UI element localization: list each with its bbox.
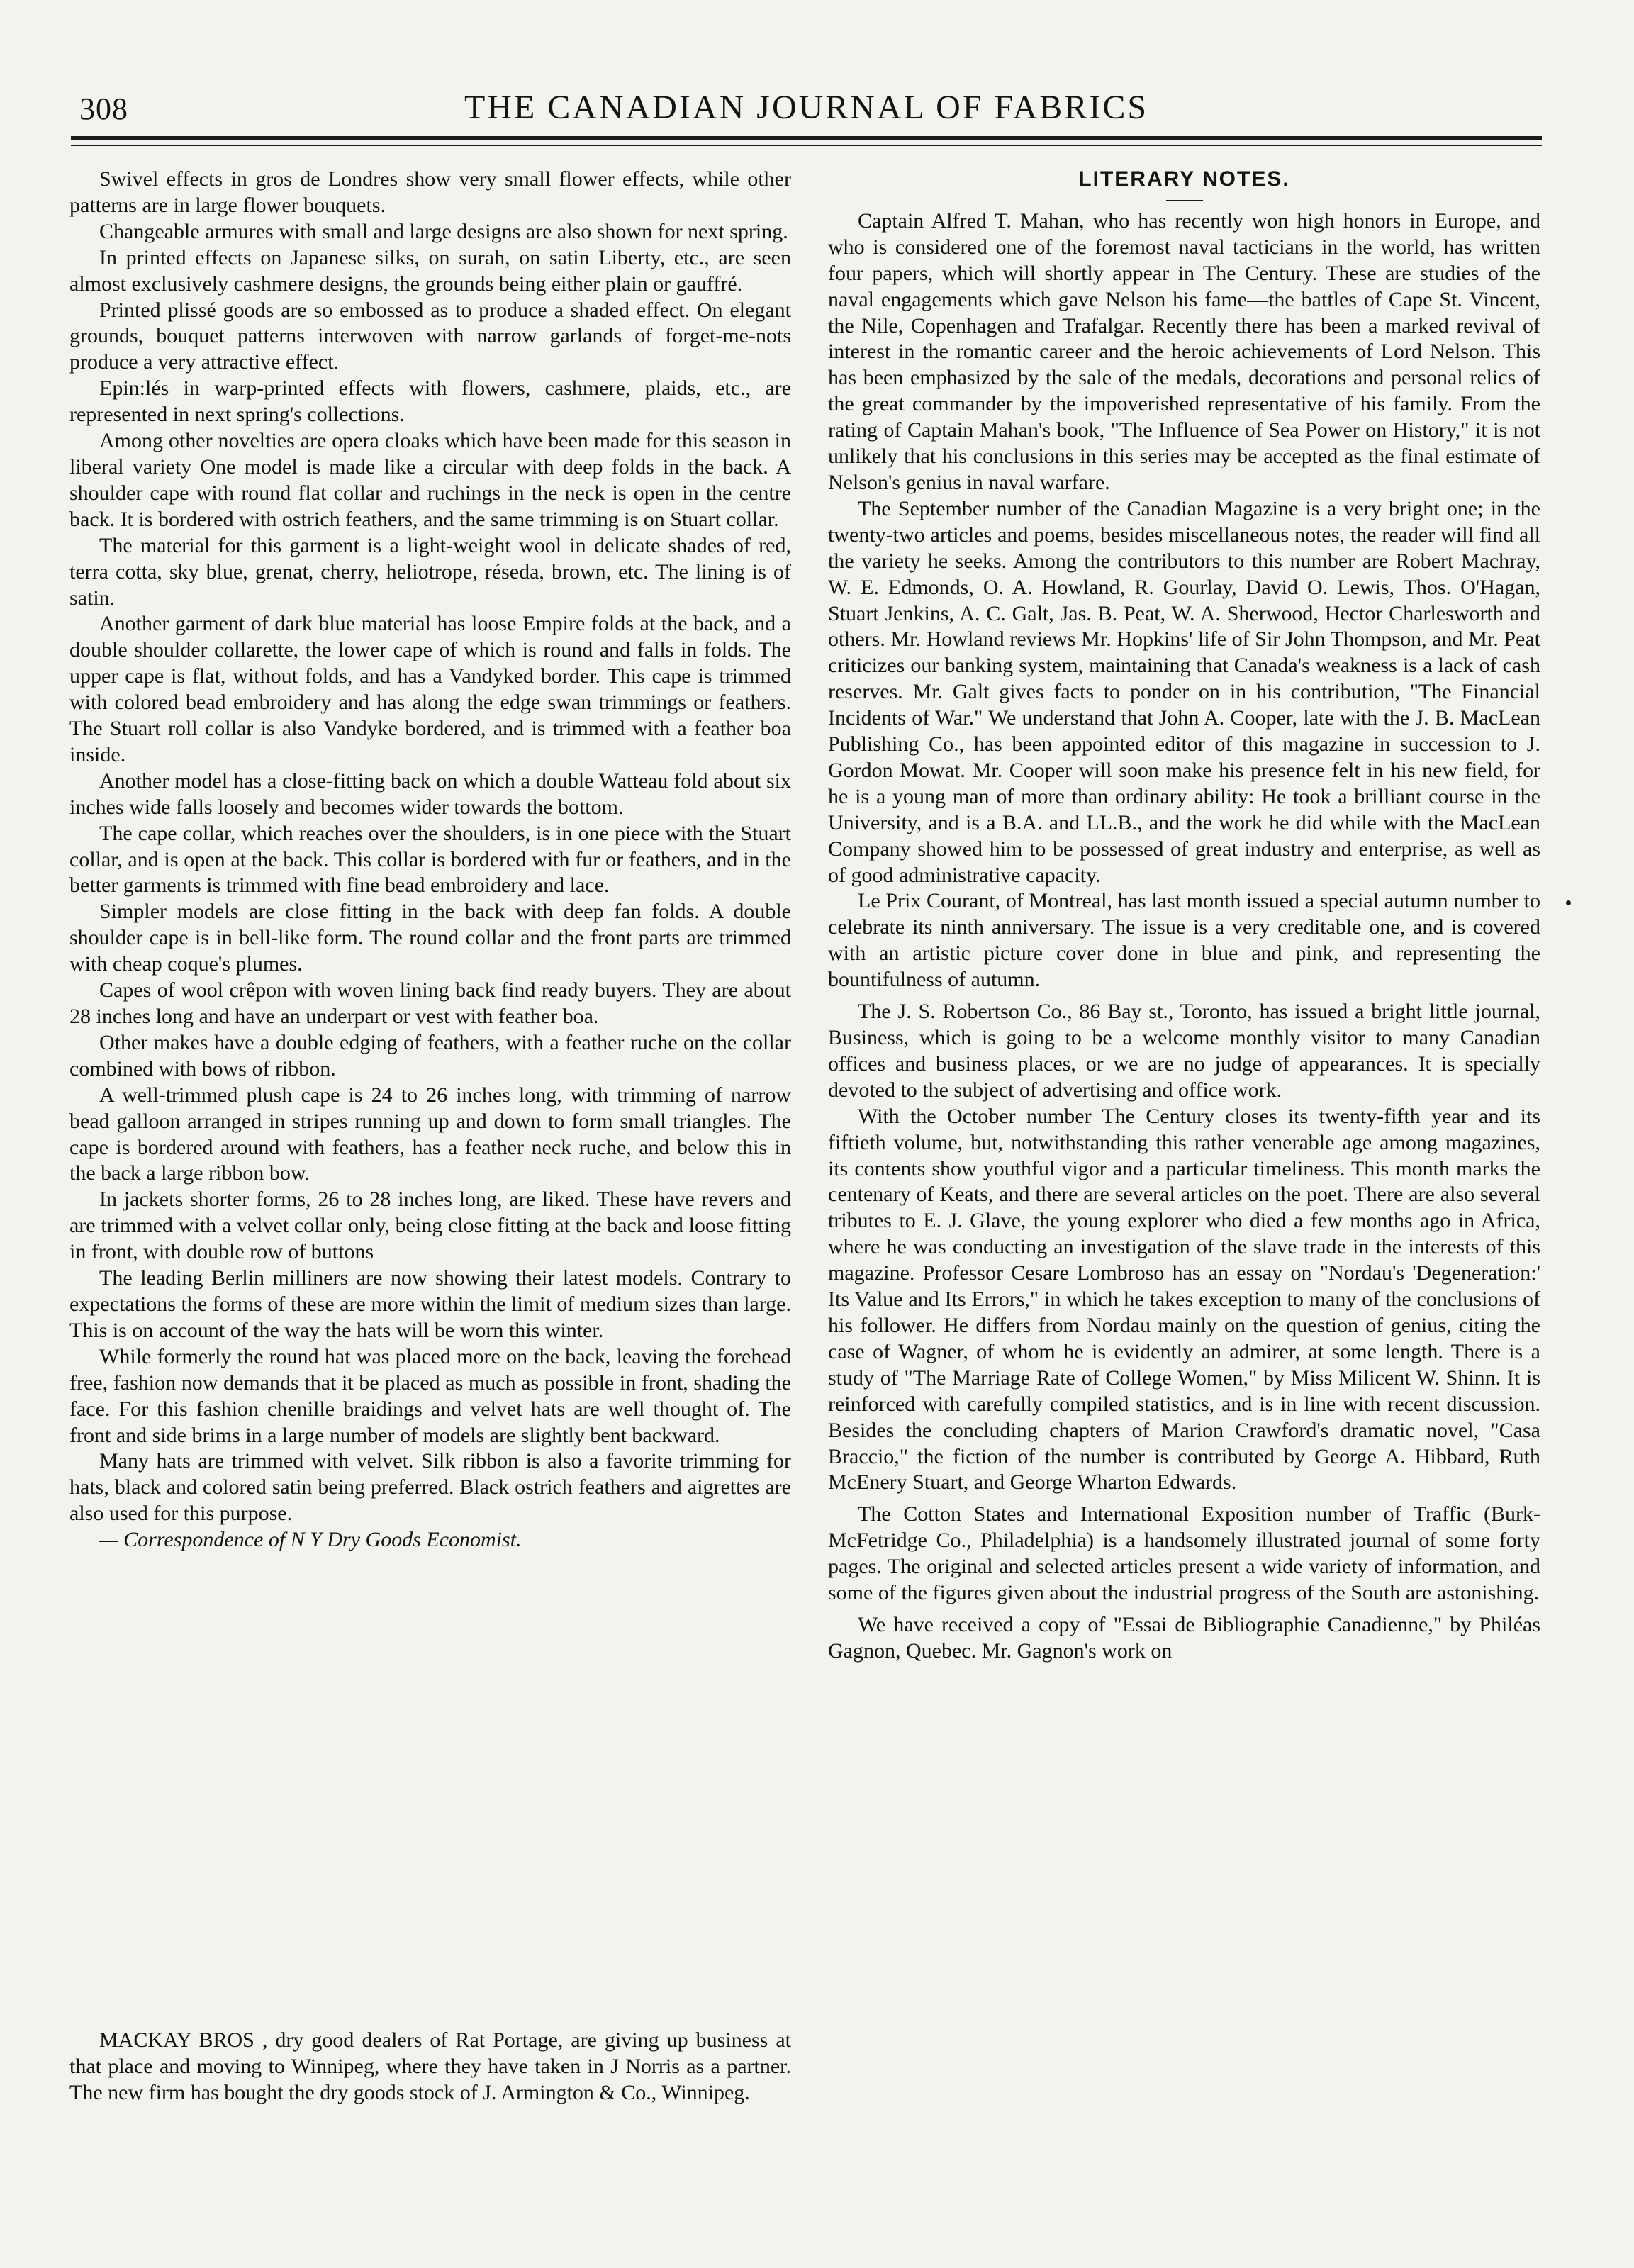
article-paragraph: Capes of wool crêpon with woven lining back find ready buyers. They are about 28 inches long and have an underpart or vest with feather boa. — [69, 978, 791, 1028]
header-rule-thick — [71, 136, 1542, 140]
page-header — [71, 84, 1542, 133]
header-rule-thin — [71, 145, 1542, 146]
right-column — [828, 167, 1540, 1665]
article-paragraph: In printed effects on Japanese silks, on surah, on satin Liberty, etc., are seen almost exclusively cashmere designs, the grounds being either plain or gauffré. — [69, 245, 791, 296]
article-paragraph: The material for this garment is a light-weight wool in delicate shades of red, terra cotta, sky blue, grenat, cherry, heliotrope, réseda, brown, etc. The lining is of satin. — [69, 533, 791, 610]
article-paragraph: A well-trimmed plush cape is 24 to 26 inches long, with trimming of narrow bead galloon arranged in stripes running up and down to form small triangles. The cape is bordered around with feathers, has a feather neck ruche, and below this in the back a large ribbon bow. — [69, 1083, 791, 1185]
article-paragraph: Among other novelties are opera cloaks which have been made for this season in liberal variety One model is made like a circular with deep folds in the back. A shoulder cape with round flat collar and ruchings in the neck is open in the centre back. It is bordered with ostrich feathers, and the same trimming is on Stuart collar. — [69, 429, 791, 531]
article-paragraph: Another garment of dark blue material has loose Empire folds at the back, and a double shoulder collarette, the lower cape of which is round and falls in folds. The upper cape is flat, without folds, and has a Vandyked border. This cape is trimmed with colored bead embroidery and has along the edge swan trimmings or feathers. The Stuart roll collar is also Vandyke bordered, and is trimmed with a feather boa inside. — [69, 612, 791, 766]
article-paragraph: The September number of the Canadian Magazine is a very bright one; in the twenty-two articles and poems, besides miscellaneous notes, the reader will find all the variety he seeks. Among the contributors to this number are Robert Machray, W. E. Edmonds, O. A. Howland, R. Gourlay, David O. Lewis, Thos. O'Hagan, Stuart Jenkins, A. C. Galt, Jas. B. Peat, W. A. Sherwood, Hector Charlesworth and others. Mr. Howland reviews Mr. Hopkins' life of Sir John Thompson, and Mr. Peat criticizes our banking system, maintaining that Canada's weakness is a lack of cash reserves. Mr. Galt gives facts to ponder on in his contribution, "The Financial Incidents of War." We understand that John A. Cooper, late with the J. B. MacLean Publishing Co., has been appointed editor of this magazine in succession to J. Gordon Mowat. Mr. Cooper will soon make his presence felt in his new field, for he is a young man of more than ordinary ability: He took a brilliant course in the University, and is a B.A. and LL.B., and the work he did while with the MacLean Company showed him to be possessed of great industry and enterprise, as well as of good administrative capacity. — [828, 496, 1540, 887]
article-paragraph: Other makes have a double edging of feathers, with a feather ruche on the collar combined with bows of ribbon. — [69, 1030, 791, 1080]
heading-rule — [1166, 200, 1203, 201]
article-paragraph: The Cotton States and International Exposition number of Traffic (Burk-McFetridge Co., Philadelphia) is a handsomely illustrated journal of some forty pages. The original and selected articles present a wide variety of information, and some of the figures given about the industrial progress of the South are astonishing. — [828, 1502, 1540, 1605]
article-paragraph: Printed plissé goods are so embossed as to produce a shaded effect. On elegant grounds, bouquet patterns interwoven with narrow garlands of forget-me-nots produce a very attractive effect. — [69, 298, 791, 374]
print-speck — [1566, 900, 1571, 905]
article-paragraph: The leading Berlin milliners are now showing their latest models. Contrary to expectations the forms of these are more within the limit of medium sizes than large. This is on account of the way the hats will be worn this winter. — [69, 1266, 791, 1342]
notice-paragraph: MACKAY BROS , dry good dealers of Rat Portage, are giving up business at that place and moving to Winnipeg, where they have taken in J Norris as a partner. The new firm has bought the dry goods stock of J. Armington & Co., Winnipeg. — [69, 2028, 791, 2104]
article-paragraph: Simpler models are close fitting in the back with deep fan folds. A double shoulder cape is in bell-like form. The round collar and the front parts are trimmed with cheap coque's plumes. — [69, 900, 791, 976]
article-paragraph: Le Prix Courant, of Montreal, has last month issued a special autumn number to celebrate its ninth anniversary. The issue is a very creditable one, and is covered with an artistic picture cover done in blue and pink, and representing the bountifulness of autumn. — [828, 889, 1540, 992]
article-paragraph: Swivel effects in gros de Londres show very small flower effects, while other patterns are in large flower bouquets. — [69, 167, 791, 217]
article-paragraph: Changeable armures with small and large designs are also shown for next spring. — [99, 219, 788, 243]
article-paragraph: The cape collar, which reaches over the shoulders, is in one piece with the Stuart collar, and is open at the back. This collar is bordered with fur or feathers, and in the better garments is trimmed with fine bead embroidery and lace. — [69, 821, 791, 898]
article-paragraph: The J. S. Robertson Co., 86 Bay st., Toronto, has issued a bright little journal, Business, which is going to be a welcome monthly visitor to many Canadian offices and business places, or we are no judge of appearances. It is specially devoted to the subject of advertising and office work. — [828, 1000, 1540, 1102]
article-source: — Correspondence of N Y Dry Goods Economist. — [99, 1528, 522, 1552]
section-heading: LITERARY NOTES. — [1078, 167, 1290, 191]
article-paragraph: While formerly the round hat was placed more on the back, leaving the forehead free, fashion now demands that it be placed as much as possible in front, shading the face. For this fashion chenille braidings and velvet hats are well thought of. The front and side brims in a large number of models are slightly bent backward. — [69, 1344, 791, 1447]
article-paragraph: We have received a copy of "Essai de Bibliographie Canadienne," by Philéas Gagnon, Quebec. Mr. Gagnon's work on — [828, 1612, 1540, 1663]
article-paragraph: In jackets shorter forms, 26 to 28 inches long, are liked. These have revers and are trimmed with a velvet collar only, being close fitting at the back and loose fitting in front, with double row of buttons — [69, 1188, 791, 1264]
article-paragraph: Captain Alfred T. Mahan, who has recently won high honors in Europe, and who is considered one of the foremost naval tacticians in the world, has written four papers, which will shortly appear in The Century. These are studies of the naval engagements which gave Nelson his fame—the battles of Cape St. Vincent, the Nile, Copenhagen and Trafalgar. Recently there has been a marked revival of interest in the romantic career and the heroic achievements of Lord Nelson. This has been emphasized by the sale of the medals, decorations and personal relics of the great commander by the impoverished representative of his family. From the rating of Captain Mahan's book, "The Influence of Sea Power on History," it is not unlikely that his conclusions in this series may be accepted as the final estimate of Nelson's genius in naval warfare. — [828, 208, 1540, 494]
article-paragraph: Another model has a close-fitting back on which a double Watteau fold about six inches wide falls loosely and becomes wider towards the bottom. — [69, 769, 791, 819]
left-column — [69, 167, 791, 1553]
article-paragraph: Many hats are trimmed with velvet. Silk ribbon is also a favorite trimming for hats, black and colored satin being preferred. Black ostrich feathers and aigrettes are also used for this purpose. — [69, 1449, 791, 1526]
article-paragraph: With the October number The Century closes its twenty-fifth year and its fiftieth volume, but, notwithstanding this rather venerable age among magazines, its contents show youthful vigor and a particular timeliness. This month marks the centenary of Keats, and there are several articles on the poet. There are also several tributes to E. J. Glave, the young explorer who died a few months ago in Africa, where he was conducting an investigation of the slave trade in the interests of this magazine. Professor Cesare Lombroso has an essay on "Nordau's 'Degeneration:' Its Value and Its Errors," in which he takes exception to many of the conclusions of his follower. He differs from Nordau mainly on the question of genius, citing the case of Wagner, of whom he is evidently an admirer, at some length. There is a study of "The Marriage Rate of College Women," by Miss Milicent W. Shinn. It is reinforced with carefully compiled statistics, and is in line with recent discussion. Besides the concluding chapters of Marion Crawford's dramatic novel, "Casa Braccio," the fiction of the number is contributed by George A. Hibbard, Ruth McEnery Stuart, and George Wharton Edwards. — [828, 1104, 1540, 1495]
page-number: 308 — [79, 91, 128, 126]
business-notice — [69, 2028, 791, 2106]
article-paragraph: Epin:lés in warp-printed effects with flowers, cashmere, plaids, etc., are represented in next spring's collections. — [69, 376, 791, 427]
journal-title: THE CANADIAN JOURNAL OF FABRICS — [464, 89, 1149, 126]
